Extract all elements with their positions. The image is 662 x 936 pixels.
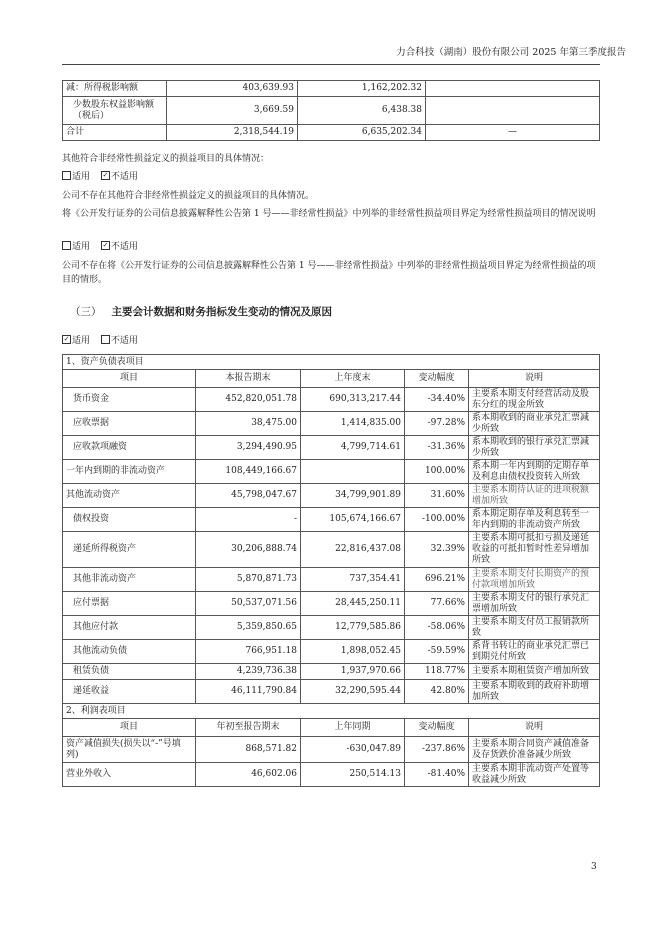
cell-begin: 1,898,052.45 xyxy=(301,640,405,664)
cell-change: 31.60% xyxy=(405,484,469,508)
cell-ytd: 868,571.82 xyxy=(196,737,301,763)
cell-end: 45,798,047.67 xyxy=(196,484,301,508)
changes-table xyxy=(62,354,600,787)
cell-change: 696.21% xyxy=(405,568,469,592)
cell-item: 应付票据 xyxy=(63,592,196,616)
option-label: 不适用 xyxy=(110,336,138,346)
cell-end: 452,820,051.78 xyxy=(196,388,301,412)
cell-note: 主要系本期支付员工报销款所致 xyxy=(469,616,600,640)
cell-end: 3,294,490.95 xyxy=(196,436,301,460)
cell-change: -58.06% xyxy=(405,616,469,640)
option-label: 不适用 xyxy=(110,172,138,182)
option-label: 适用 xyxy=(72,172,91,182)
cell-item: 债权投资 xyxy=(63,508,196,532)
option-label: 适用 xyxy=(72,336,91,346)
cell-begin: 1,414,835.00 xyxy=(301,412,405,436)
cell-end: 108,449,166.67 xyxy=(196,460,301,484)
cell-item: 货币资金 xyxy=(63,388,196,412)
applicable-options xyxy=(62,240,602,254)
cell-begin: 28,445,250.11 xyxy=(301,592,405,616)
cell-prior: -630,047.89 xyxy=(301,737,405,763)
cell-item: 应收票据 xyxy=(63,412,196,436)
cell-end: 766,951.18 xyxy=(196,640,301,664)
cell-note xyxy=(426,97,600,125)
paragraph: 将《公开发行证券的公司信息披露解释性公告第 1 号——非经常性损益》中列举的非经常性损益项目界定为经常性损益项目的情况说明 xyxy=(62,209,596,219)
cell-begin: 4,799,714.61 xyxy=(301,436,405,460)
cell-note: 主要系本期租赁资产增加所致 xyxy=(469,664,600,680)
page-header: 力合科技（湖南）股份有限公司 2025 年第三季度报告 xyxy=(396,47,626,58)
table-row xyxy=(63,81,600,97)
applicable-options xyxy=(62,170,602,184)
cell-note: 主要系本期支付长期资产的预付款项增加所致 xyxy=(469,568,600,592)
cell-note: 系本期收到的商业承兑汇票减少所致 xyxy=(469,412,600,436)
table-row xyxy=(63,125,600,141)
cell-change: -237.86% xyxy=(405,737,469,763)
paragraph: 公司不存在其他符合非经常性损益定义的损益项目的具体情况。 xyxy=(62,191,315,201)
cell-note: — xyxy=(426,125,600,141)
cell-note: 主要系本期支付的银行承兑汇票增加所致 xyxy=(469,592,600,616)
checkbox-checked-icon: ✓ xyxy=(63,335,70,343)
cell-begin xyxy=(301,460,405,484)
section-number: （三） xyxy=(70,306,102,318)
cell-begin: 32,290,595.44 xyxy=(301,680,405,704)
cell-change: 100.00% xyxy=(405,460,469,484)
checkbox-empty-icon xyxy=(101,335,110,344)
table-caption: 1、资产负债表项目 xyxy=(63,355,600,370)
cell-note: 系本期一年内到期的定期存单及利息由债权投资转入所致 xyxy=(469,460,600,484)
cell-end: 46,111,790.84 xyxy=(196,680,301,704)
cell-change: -34.40% xyxy=(405,388,469,412)
checkbox-checked-icon: ✓ xyxy=(102,171,109,179)
cell-begin: 105,674,166.67 xyxy=(301,508,405,532)
cell-change: 77.66% xyxy=(405,592,469,616)
cell-current: 3,669.59 xyxy=(167,97,298,125)
cell-begin: 737,354.41 xyxy=(301,568,405,592)
cell-item: 其他流动负债 xyxy=(63,640,196,664)
cell-begin: 34,799,901.89 xyxy=(301,484,405,508)
column-header: 年初至报告期末 xyxy=(196,719,301,737)
paragraph: 其他符合非经常性损益定义的损益项目的具体情况： xyxy=(62,154,270,164)
cell-end: 4,239,736.38 xyxy=(196,664,301,680)
cell-item: 营业外收入 xyxy=(63,763,196,787)
cell-current: 403,639.93 xyxy=(167,81,298,97)
section-title: 主要会计数据和财务指标发生变动的情况及原因 xyxy=(111,306,332,318)
cell-change: -59.59% xyxy=(405,640,469,664)
cell-ytd: 6,438.38 xyxy=(298,97,426,125)
row-label: 减：所得税影响额 xyxy=(63,81,167,97)
cell-end: 38,475.00 xyxy=(196,412,301,436)
cell-item: 其他流动资产 xyxy=(63,484,196,508)
cell-note: 系本期定期存单及利息转至一年内到期的非流动资产所致 xyxy=(469,508,600,532)
cell-ytd: 6,635,202.34 xyxy=(298,125,426,141)
cell-note: 主要系本期待认证的进项税额增加所致 xyxy=(469,484,600,508)
cell-note: 主要系本期收到的政府补助增加所致 xyxy=(469,680,600,704)
checkbox-empty-icon xyxy=(62,241,71,250)
cell-item: 应收款项融资 xyxy=(63,436,196,460)
cell-item: 一年内到期的非流动资产 xyxy=(63,460,196,484)
paragraph: 公司不存在将《公开发行证券的公司信息披露解释性公告第 1 号——非经常性损益》中列举的非经常性损益项目界定为经常性损益的项目的情形。 xyxy=(62,261,596,285)
table-header-row xyxy=(63,370,600,388)
cell-note: 系背书转让的商业承兑汇票已到期兑付所致 xyxy=(469,640,600,664)
table-row xyxy=(63,97,600,125)
table-caption: 2、利润表项目 xyxy=(63,704,600,719)
cell-change: -81.40% xyxy=(405,763,469,787)
cell-begin: 1,937,970.66 xyxy=(301,664,405,680)
cell-item: 递延收益 xyxy=(63,680,196,704)
applicable-options xyxy=(62,334,602,348)
section-heading xyxy=(70,304,332,319)
nonrecurring-table xyxy=(62,80,600,141)
cell-change: -31.36% xyxy=(405,436,469,460)
column-header: 变动幅度 xyxy=(405,719,469,737)
row-label: 少数股东权益影响额（税后） xyxy=(63,97,167,125)
column-header: 上年度末 xyxy=(301,370,405,388)
cell-note: 主要系本期合同资产减值准备及存货跌价准备减少所致 xyxy=(469,737,600,763)
option-label: 不适用 xyxy=(110,242,138,252)
cell-change: -100.00% xyxy=(405,508,469,532)
cell-change: 42.80% xyxy=(405,680,469,704)
column-header: 说明 xyxy=(469,370,600,388)
column-header: 项目 xyxy=(63,719,196,737)
column-header: 变动幅度 xyxy=(405,370,469,388)
column-header: 本报告期末 xyxy=(196,370,301,388)
cell-change: 32.39% xyxy=(405,532,469,568)
cell-item: 其他应付款 xyxy=(63,616,196,640)
cell-note: 主要系本期支付经营活动及股东分红的现金所致 xyxy=(469,388,600,412)
cell-item: 其他非流动资产 xyxy=(63,568,196,592)
cell-item: 递延所得税资产 xyxy=(63,532,196,568)
cell-change: -97.28% xyxy=(405,412,469,436)
column-header: 说明 xyxy=(469,719,600,737)
cell-end: 30,206,888.74 xyxy=(196,532,301,568)
cell-note xyxy=(426,81,600,97)
cell-item: 租赁负债 xyxy=(63,664,196,680)
cell-change: 118.77% xyxy=(405,664,469,680)
cell-begin: 12,779,585.86 xyxy=(301,616,405,640)
cell-ytd: 1,162,202.32 xyxy=(298,81,426,97)
cell-end: 5,870,871.73 xyxy=(196,568,301,592)
cell-end: 5,359,850.65 xyxy=(196,616,301,640)
cell-end: - xyxy=(196,508,301,532)
option-label: 适用 xyxy=(72,242,91,252)
row-label: 合计 xyxy=(63,125,167,141)
balance-rows xyxy=(63,388,600,704)
cell-prior: 250,514.13 xyxy=(301,763,405,787)
cell-item: 资产减值损失(损失以“-”号填列) xyxy=(63,737,196,763)
checkbox-checked-icon: ✓ xyxy=(102,241,109,249)
cell-current: 2,318,544.19 xyxy=(167,125,298,141)
cell-note: 主要系本期非流动资产处置等收益减少所致 xyxy=(469,763,600,787)
cell-note: 系本期收到的银行承兑汇票减少所致 xyxy=(469,436,600,460)
checkbox-empty-icon xyxy=(62,171,71,180)
column-header: 项目 xyxy=(63,370,196,388)
cell-begin: 22,816,437.08 xyxy=(301,532,405,568)
page-number: 3 xyxy=(591,862,597,872)
cell-ytd: 46,602.06 xyxy=(196,763,301,787)
cell-end: 50,537,071.56 xyxy=(196,592,301,616)
cell-begin: 690,313,217.44 xyxy=(301,388,405,412)
column-header: 上年同期 xyxy=(301,719,405,737)
table-header-row xyxy=(63,719,600,737)
header-rule xyxy=(62,64,600,65)
cell-note: 主要系本期可抵扣亏损及递延收益的可抵扣暂时性差异增加所致 xyxy=(469,532,600,568)
